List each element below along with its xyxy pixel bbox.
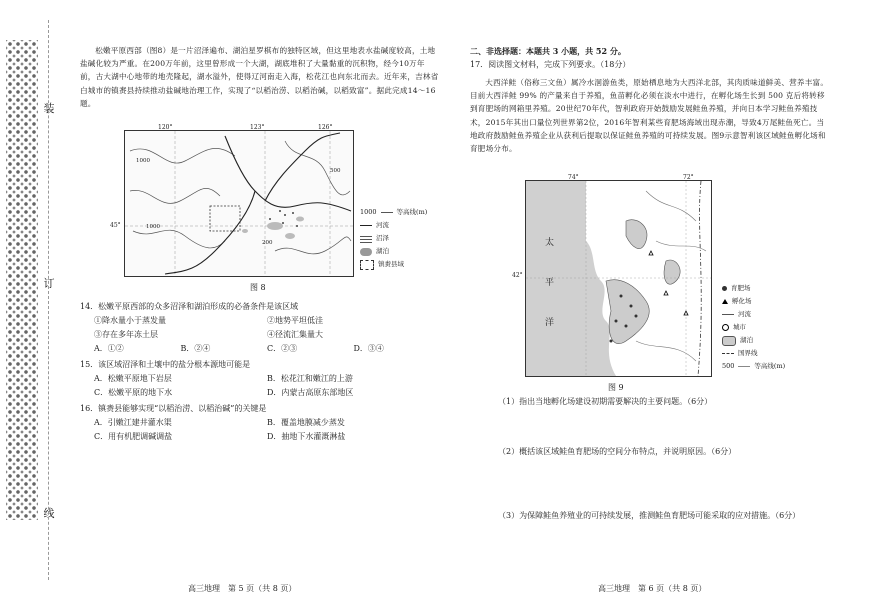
q17-sub-2: （2）概括该区域鲑鱼育肥场的空间分布特点，并说明原因。（6分） (498, 447, 737, 456)
fig9-lon-74: 74° (568, 174, 579, 181)
q14-option-b[interactable]: B．②④ (180, 344, 211, 353)
q15-stem: 15．该区域沼泽和土壤中的盐分根本源地可能是 (80, 360, 251, 369)
q14-item-4: ④径流汇集量大 (267, 330, 323, 339)
q15-options (80, 372, 440, 400)
legend-farm-label: 育肥场 (731, 284, 751, 292)
legend-border (722, 347, 785, 360)
legend-city-label: 城市 (733, 323, 746, 331)
binding-mark-zhuang: 装 (43, 102, 55, 115)
hatchery-triangle-icon (722, 299, 728, 304)
border-line-icon (722, 353, 734, 354)
legend-contour-label: 等高线(m) (396, 208, 428, 216)
binding-mark-xian: 线 (43, 507, 55, 520)
legend-river-9 (722, 308, 785, 321)
fig8-lon-120: 120° (158, 124, 173, 131)
river-line-icon (360, 225, 372, 226)
fig8-contour-label-d: 200 (262, 240, 273, 246)
q14-option-a[interactable]: A．①② (94, 344, 124, 353)
fig8-contour-label-c: 500 (330, 168, 341, 174)
q15-option-a[interactable]: A．松嫩平原地下岩层 (94, 374, 172, 383)
q14-option-c[interactable]: C．②③ (267, 344, 298, 353)
farm-dot-icon (722, 286, 727, 291)
q14-item-1: ①降水量小于蒸发量 (94, 316, 166, 325)
q15-option-b[interactable]: B．松花江和嫩江的上游 (267, 374, 353, 383)
q17-sub-3: （3）为保障鲑鱼养殖业的可持续发展，推测鲑鱼育肥场可能采取的应对措施。（6分） (498, 511, 801, 520)
q15-option-c[interactable]: C．松嫩平原的地下水 (94, 388, 173, 397)
q17-intro: 大西洋鲑（俗称三文鱼）属冷水洄游鱼类，原始栖息地为大西洋北部，其肉质味道鲜美、营养丰富。目前大西洋鲑 99% 的产量来自于养殖，鱼苗孵化必须在淡水中进行，在孵化场生长到 500 克后将转移到育肥场的网箱里养殖。20世纪70年代，智利政府开始鼓励发展鲑鱼养殖，并向日本学习鲑鱼养殖技术，2015年其出口量位列世界第2位，2016年智利某些育肥场海域出现赤潮，导致4万尾鲑鱼死亡。当地政府鼓励鲑鱼养殖企业从获利后提取以保证鲑鱼养殖的可持续发展。图9示意智利该区域鲑鱼孵化场和育肥场分布。 (470, 78, 829, 154)
figure-9-caption: 图 9 (608, 383, 624, 392)
legend-lake-9-label: 湖泊 (740, 336, 753, 344)
legend-contour-9-label: 等高线(m) (754, 362, 786, 370)
left-footer: 高三地理 第 5 页（共 8 页） (188, 584, 297, 593)
river-line-icon (722, 314, 734, 315)
ocean-label-tai: 太 (545, 238, 555, 248)
fig8-contour-label-a: 1000 (136, 158, 150, 164)
fig8-contour-label-b: 1000 (146, 224, 160, 230)
legend-river-9-label: 河流 (738, 310, 751, 318)
figure-9-legend (722, 282, 785, 373)
left-intro: 松嫩平原西部（图8）是一片沼泽遍布、湖泊星罗棋布的独特区域，但这里地表水盐碱度较高，土地盐碱化较为严重。在200万年前，这里曾形成一个大湖，湖底堆积了大量黏重的沉积物，经今10万年前，古大湖中心地带的地壳隆起，湖水溢外，使得辽河南走入海，松花江也向东北而去。近年来，吉林省白城市的镇赉县持续推动盐碱地治理工作，实现了“以稻治涝、以稻治碱，以稻致富”。据此完成14～16题。 (80, 46, 439, 108)
legend-hatchery-label: 孵化场 (732, 297, 752, 305)
legend-border-label: 国界线 (738, 349, 758, 357)
legend-contour-9-value: 500 (722, 362, 735, 370)
q14-item-2: ②地势平坦低洼 (267, 316, 323, 325)
binding-margin (0, 0, 55, 614)
legend-contour-value: 1000 (360, 208, 377, 216)
left-questions (80, 298, 440, 444)
q16-option-d[interactable]: D．抽地下水灌溉淋盐 (267, 432, 346, 441)
q14-item-3: ③存在多年冻土层 (94, 330, 158, 339)
q16-options (80, 416, 440, 444)
q17-stem: 17．阅读图文材料，完成下列要求。（18分） (470, 60, 631, 69)
q16-stem: 16．镇赉县能够实现“以稻治涝、以稻治碱”的关键是 (80, 404, 267, 413)
county-boundary-icon (360, 260, 374, 270)
legend-lake (360, 245, 427, 258)
q15-option-d[interactable]: D．内蒙古高原东部地区 (267, 388, 354, 397)
contour-line-icon (381, 212, 393, 213)
q14-items (80, 314, 440, 342)
ocean-label-ping: 平 (545, 278, 555, 288)
fig9-lon-72: 72° (683, 174, 694, 181)
fig8-lon-126: 126° (318, 124, 333, 131)
figure-8-legend (360, 206, 427, 271)
legend-contour (360, 206, 427, 219)
q16-option-a[interactable]: A．引嫩江建井灌水渠 (94, 418, 172, 427)
legend-contour-9 (722, 360, 785, 373)
city-icon (722, 324, 729, 331)
q14-option-d[interactable]: D．③④ (353, 344, 384, 353)
lake-icon (360, 248, 372, 256)
legend-river-label: 河流 (376, 221, 389, 229)
legend-farm (722, 282, 785, 295)
fig9-lat-42: 42° (512, 272, 523, 279)
binding-pattern (6, 40, 38, 520)
ocean-label-yang: 洋 (545, 318, 555, 328)
q14-options (80, 342, 440, 356)
legend-county (360, 258, 427, 271)
q17-sub-1: （1）指出当地孵化场建设初期需要解决的主要问题。（6分） (498, 397, 713, 406)
legend-hatchery (722, 295, 785, 308)
binding-dashed-line (48, 20, 49, 580)
fig8-lon-123: 123° (250, 124, 265, 131)
right-footer: 高三地理 第 6 页（共 8 页） (598, 584, 707, 593)
q16-option-b[interactable]: B．覆盖地膜减少蒸发 (267, 418, 345, 427)
contour-line-icon (738, 366, 750, 367)
legend-river (360, 219, 427, 232)
figure-8-caption: 图 8 (250, 283, 266, 292)
binding-mark-ding: 订 (43, 277, 55, 290)
swamp-icon (360, 235, 372, 243)
q14-stem: 14．松嫩平原西部的众多沼泽和湖泊形成的必备条件是该区域 (80, 302, 299, 311)
legend-lake-9 (722, 334, 785, 347)
fig8-lat-45: 45° (110, 222, 121, 229)
legend-county-label: 镇赉县域 (378, 260, 404, 268)
figure-8-map (124, 130, 354, 277)
legend-city (722, 321, 785, 334)
legend-swamp (360, 232, 427, 245)
q16-option-c[interactable]: C．用有机肥调碱调盐 (94, 432, 173, 441)
lake-icon (722, 336, 736, 346)
figure-8-map-drawing (125, 131, 353, 276)
legend-lake-label: 湖泊 (376, 247, 389, 255)
legend-swamp-label: 沼泽 (376, 234, 389, 242)
section-heading: 二、非选择题：本题共 3 小题，共 52 分。 (470, 46, 626, 56)
